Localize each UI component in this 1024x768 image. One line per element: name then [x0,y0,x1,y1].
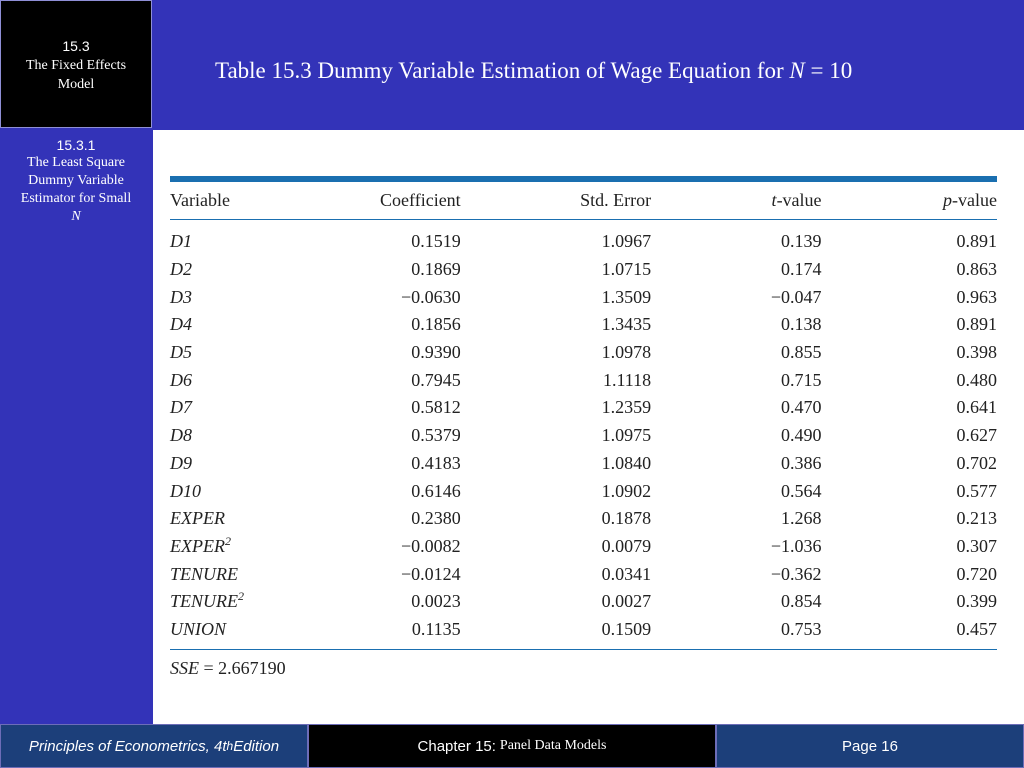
cell-p-value-text: 0.398 [956,342,997,363]
cell-coefficient-text: 0.5379 [411,425,461,446]
cell-p-value-text: 0.863 [956,259,997,280]
footer-page-number: Page 16 [716,724,1024,768]
cell-std-error-text: 1.0715 [601,259,652,280]
sidebar-line[interactable]: Estimator for Small [20,191,132,206]
table-row [170,256,997,284]
cell-p-value [822,588,997,616]
table-row [170,422,997,450]
cell-t-value [651,450,821,478]
cell-coefficient-text: −0.0082 [401,535,461,556]
cell-p-value-text: 0.702 [956,452,997,473]
cell-coefficient [290,311,460,339]
header-p-value [822,182,997,220]
cell-variable-text: D1 [170,231,192,252]
cell-t-value-text: 0.138 [781,314,822,335]
header-t-value [651,182,821,220]
cell-t-value [651,256,821,284]
cell-coefficient [290,394,460,422]
table-row [170,533,997,561]
content-panel [153,130,1024,724]
cell-coefficient-text: −0.0124 [401,563,461,584]
cell-t-value-text: 0.174 [781,259,822,280]
cell-p-value [822,450,997,478]
cell-coefficient-text: 0.1135 [411,618,461,639]
cell-p-value-text: 0.891 [956,314,997,335]
cell-variable-superscript: 2 [238,589,245,604]
cell-variable [170,394,290,422]
header-variable: Variable [170,182,290,220]
cell-coefficient [290,256,460,284]
cell-t-value [651,366,821,394]
cell-variable [170,366,290,394]
cell-p-value-text: 0.399 [956,591,997,612]
cell-coefficient-text: 0.0023 [411,591,461,612]
cell-coefficient [290,220,460,256]
sse-value: = 2.667190 [199,658,286,679]
cell-std-error [461,394,651,422]
cell-p-value [822,505,997,533]
cell-t-value-text: 0.386 [781,452,822,473]
cell-variable-text: UNION [170,618,227,639]
cell-std-error-text: 1.0967 [601,231,652,252]
cell-std-error-text: 1.1118 [602,369,652,390]
cell-variable [170,339,290,367]
cell-variable [170,560,290,588]
cell-std-error [461,588,651,616]
table-row [170,477,997,505]
cell-t-value-text: 0.490 [781,425,822,446]
cell-t-value [651,533,821,561]
table-row [170,339,997,367]
cell-variable-text: EXPER [170,535,225,556]
cell-std-error-text: 1.0975 [601,425,652,446]
cell-coefficient-text: 0.5812 [411,397,461,418]
cell-t-value [651,588,821,616]
cell-coefficient [290,616,460,650]
header-p-suffix: -value [952,190,997,210]
cell-variable-text: D7 [170,397,192,418]
cell-coefficient [290,505,460,533]
sidebar-line[interactable]: The Least Square [27,155,125,170]
header-std-error: Std. Error [461,182,651,220]
cell-std-error-text: 0.1878 [601,508,652,529]
footer-chapter [308,724,716,768]
cell-p-value-text: 0.213 [956,508,997,529]
cell-std-error-text: 0.0341 [601,563,652,584]
cell-t-value [651,505,821,533]
cell-variable [170,616,290,650]
cell-variable [170,450,290,478]
cell-variable-text: D2 [170,259,192,280]
cell-std-error [461,422,651,450]
cell-std-error-text: 1.0978 [601,342,652,363]
table-row [170,450,997,478]
cell-coefficient [290,477,460,505]
cell-coefficient [290,560,460,588]
footer [0,724,1024,768]
footer-book-prefix: Principles of Econometrics, 4t [28,737,227,755]
cell-coefficient [290,533,460,561]
cell-std-error-text: 1.3509 [601,286,652,307]
cell-std-error-text: 1.0902 [601,480,652,501]
section-title-line1: The Fixed Effects [25,58,127,73]
table-row [170,220,997,256]
cell-coefficient-text: 0.2380 [411,508,461,529]
cell-t-value [651,394,821,422]
cell-p-value [822,220,997,256]
section-title-line2: Model [57,77,95,92]
cell-coefficient-text: 0.7945 [411,369,461,390]
cell-coefficient-text: 0.1856 [411,314,461,335]
cell-coefficient [290,588,460,616]
cell-t-value-text: −0.047 [770,286,822,307]
cell-std-error [461,616,651,650]
estimation-table [170,182,997,650]
slide-title-suffix: = 10 [804,58,853,83]
cell-t-value-text: 0.564 [781,480,822,501]
cell-p-value [822,366,997,394]
cell-variable-text: D6 [170,369,192,390]
cell-t-value-text: 0.715 [781,369,822,390]
cell-variable-text: TENURE [170,591,239,612]
cell-variable-text: D3 [170,286,192,307]
cell-coefficient-text: −0.0630 [401,286,461,307]
sse-line [170,658,997,679]
sidebar-line[interactable]: Dummy Variable [28,173,124,188]
cell-t-value-text: 0.139 [781,231,822,252]
section-box [0,0,152,128]
cell-variable [170,422,290,450]
cell-p-value-text: 0.891 [956,231,997,252]
cell-variable [170,477,290,505]
footer-book-suffix: Edition [233,737,280,755]
cell-variable [170,256,290,284]
cell-p-value [822,533,997,561]
cell-p-value-text: 0.720 [956,563,997,584]
table-row [170,394,997,422]
cell-variable-text: D5 [170,342,192,363]
cell-variable-text: D4 [170,314,192,335]
cell-coefficient [290,283,460,311]
cell-coefficient-text: 0.1519 [411,231,461,252]
cell-t-value-text: −0.362 [770,563,822,584]
cell-variable-text: EXPER [170,508,225,529]
table-row [170,283,997,311]
slide-title [215,58,852,84]
cell-std-error [461,256,651,284]
cell-t-value-text: 1.268 [781,508,822,529]
cell-t-value [651,616,821,650]
cell-std-error [461,560,651,588]
slide-title-prefix: Table 15.3 Dummy Variable Estimation of Wage Equation for [215,58,790,83]
cell-variable [170,220,290,256]
cell-variable-text: TENURE [170,563,239,584]
cell-p-value [822,422,997,450]
cell-std-error [461,220,651,256]
cell-std-error [461,450,651,478]
table-row [170,588,997,616]
cell-t-value-text: −1.036 [770,535,822,556]
cell-p-value [822,283,997,311]
cell-std-error-text: 1.0840 [601,452,652,473]
footer-book-title: Principles of Econometrics, 4t h Edition [0,724,308,768]
cell-p-value-text: 0.307 [956,535,997,556]
cell-p-value [822,311,997,339]
header-area [153,0,1024,128]
table-row [170,366,997,394]
cell-p-value [822,477,997,505]
cell-t-value-text: 0.470 [781,397,822,418]
cell-t-value [651,422,821,450]
cell-std-error-text: 1.2359 [601,397,652,418]
cell-coefficient [290,422,460,450]
table-header-row [170,182,997,220]
estimation-table-wrap [170,176,997,679]
sidebar-line[interactable]: N [71,209,81,224]
cell-p-value-text: 0.641 [956,397,997,418]
footer-chapter-label: Chapter 15: [417,737,496,755]
cell-t-value [651,560,821,588]
table-row [170,311,997,339]
cell-coefficient-text: 0.9390 [411,342,461,363]
cell-t-value [651,311,821,339]
cell-variable-text: D8 [170,425,192,446]
table-row [170,560,997,588]
cell-p-value [822,339,997,367]
cell-p-value-text: 0.963 [956,286,997,307]
cell-coefficient-text: 0.4183 [411,452,461,473]
cell-t-value-text: 0.854 [781,591,822,612]
header-coefficient: Coefficient [290,182,460,220]
cell-p-value-text: 0.480 [956,369,997,390]
cell-t-value [651,283,821,311]
cell-std-error-text: 0.1509 [601,618,652,639]
table-body [170,220,997,650]
sse-label: SSE [170,658,199,679]
cell-std-error [461,366,651,394]
cell-p-value-text: 0.457 [956,618,997,639]
cell-std-error-text: 0.0079 [601,535,652,556]
cell-t-value-text: 0.855 [781,342,822,363]
cell-std-error-text: 0.0027 [601,591,652,612]
cell-t-value-text: 0.753 [781,618,822,639]
cell-p-value-text: 0.627 [956,425,997,446]
cell-variable-text: D9 [170,452,192,473]
cell-coefficient [290,366,460,394]
header-t-prefix: t [771,190,777,210]
cell-variable-text: D10 [170,480,201,501]
sidebar-number[interactable]: 15.3.1 [56,137,96,153]
cell-coefficient [290,339,460,367]
cell-variable-superscript: 2 [224,533,231,548]
cell-std-error [461,339,651,367]
cell-variable [170,311,290,339]
section-number: 15.3 [62,38,90,54]
cell-p-value [822,560,997,588]
cell-std-error-text: 1.3435 [601,314,652,335]
cell-t-value [651,220,821,256]
cell-p-value [822,256,997,284]
cell-variable [170,533,290,561]
cell-coefficient-text: 0.6146 [411,480,461,501]
cell-std-error [461,283,651,311]
header-p-prefix: p [943,190,953,210]
cell-coefficient [290,450,460,478]
header-t-suffix: -value [776,190,822,210]
cell-variable [170,283,290,311]
cell-variable [170,588,290,616]
cell-std-error [461,533,651,561]
cell-t-value [651,339,821,367]
footer-chapter-title: Panel Data Models [499,738,607,753]
sidebar [0,130,152,724]
cell-coefficient-text: 0.1869 [411,259,461,280]
slide-title-var: N [789,58,805,83]
cell-p-value [822,616,997,650]
cell-p-value [822,394,997,422]
cell-std-error [461,505,651,533]
table-row [170,616,997,650]
cell-variable [170,505,290,533]
cell-p-value-text: 0.577 [956,480,997,501]
cell-std-error [461,311,651,339]
cell-std-error [461,477,651,505]
table-row [170,505,997,533]
cell-t-value [651,477,821,505]
